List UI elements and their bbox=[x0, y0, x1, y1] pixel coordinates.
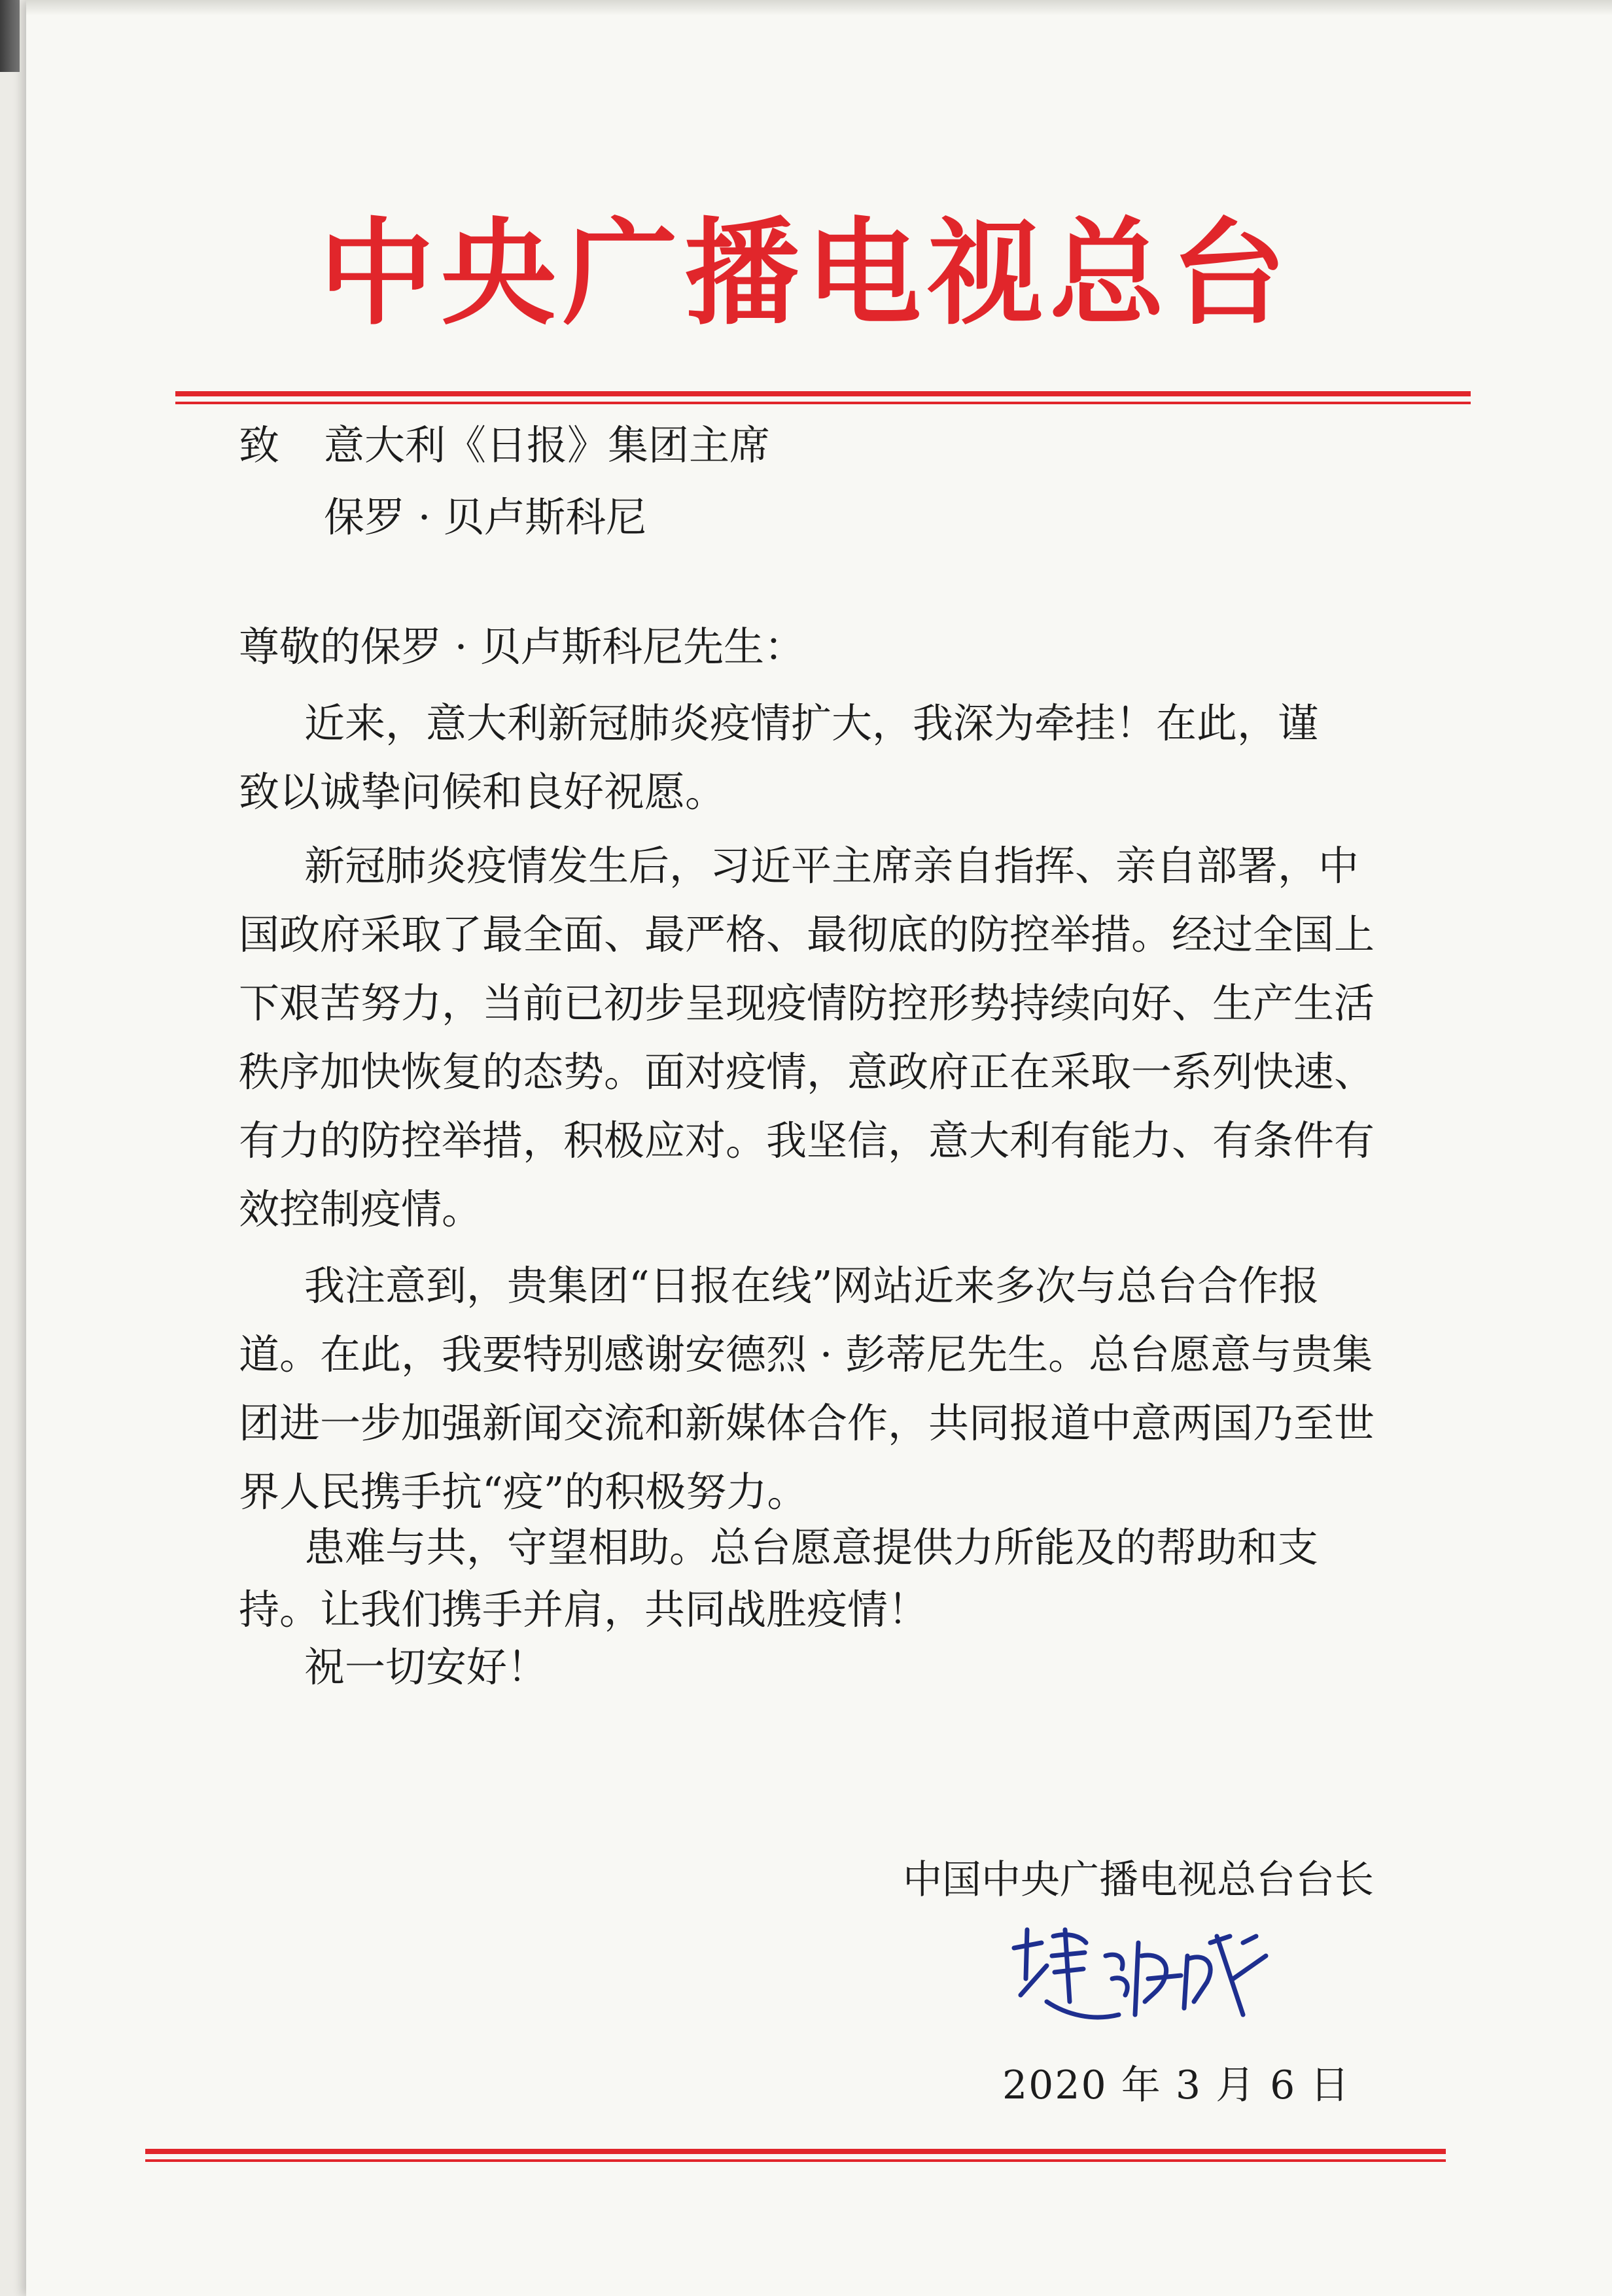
addressee-organization: 意大利《日报》集团主席 bbox=[324, 421, 771, 469]
divider-thick-line bbox=[145, 2149, 1446, 2154]
paragraph-line: 效控制疫情。 bbox=[239, 1185, 483, 1233]
paragraph-line: 国政府采取了最全面、最严格、最彻底的防控举措。经过全国上 bbox=[239, 911, 1375, 958]
paragraph-line: 致以诚挚问候和良好祝愿。 bbox=[239, 768, 726, 816]
paper-top-edge bbox=[26, 0, 1612, 16]
letterhead-title: 中央广播电视总台 bbox=[319, 205, 1293, 341]
signature-stroke bbox=[1047, 1930, 1119, 2017]
addressee-name: 保罗 · 贝卢斯科尼 bbox=[324, 493, 647, 541]
signature-stroke bbox=[1184, 1936, 1266, 2015]
divider-thin-line bbox=[145, 2159, 1446, 2162]
paragraph-line: 我注意到，贵集团“日报在线”网站近来多次与总台合作报 bbox=[304, 1262, 1320, 1310]
paragraph-line: 有力的防控举措，积极应对。我坚信，意大利有能力、有条件有 bbox=[239, 1117, 1375, 1164]
signature-stroke bbox=[1014, 1930, 1047, 1995]
signatory-title: 中国中央广播电视总台台长 bbox=[903, 1857, 1374, 1903]
paragraph-line: 患难与共，守望相助。总台愿意提供力所能及的帮助和支 bbox=[304, 1523, 1319, 1571]
paragraph-line: 道。在此，我要特别感谢安德烈 · 彭蒂尼先生。总台愿意与贵集 bbox=[239, 1331, 1373, 1378]
paragraph-line: 界人民携手抗“疫”的积极努力。 bbox=[239, 1468, 808, 1516]
letter-date: 2020 年 3 月 6 日 bbox=[1002, 2062, 1351, 2108]
paragraph-line: 近来，意大利新冠肺炎疫情扩大，我深为牵挂！在此，谨 bbox=[304, 699, 1319, 747]
addressee-to-label: 致 bbox=[239, 421, 280, 469]
paragraph-line: 团进一步加强新闻交流和新媒体合作，共同报道中意两国乃至世 bbox=[239, 1399, 1375, 1447]
divider-thick-line bbox=[175, 391, 1471, 396]
paragraph-line: 持。让我们携手并肩，共同战胜疫情！ bbox=[239, 1586, 929, 1633]
paragraph-line: 新冠肺炎疫情发生后，习近平主席亲自指挥、亲自部署，中 bbox=[304, 842, 1359, 890]
scan-edge-shadow bbox=[0, 0, 20, 72]
salutation: 尊敬的保罗 · 贝卢斯科尼先生： bbox=[239, 623, 805, 670]
divider-thin-line bbox=[175, 402, 1471, 404]
paragraph-line: 秩序加快恢复的态势。面对疫情，意政府正在采取一系列快速、 bbox=[239, 1048, 1375, 1096]
signature-stroke bbox=[1106, 1943, 1181, 2015]
paragraph-line: 下艰苦努力，当前已初步呈现疫情防控形势持续向好、生产生活 bbox=[239, 979, 1375, 1027]
handwritten-signature bbox=[1008, 1917, 1282, 2047]
closing-greeting: 祝一切安好！ bbox=[304, 1643, 548, 1691]
